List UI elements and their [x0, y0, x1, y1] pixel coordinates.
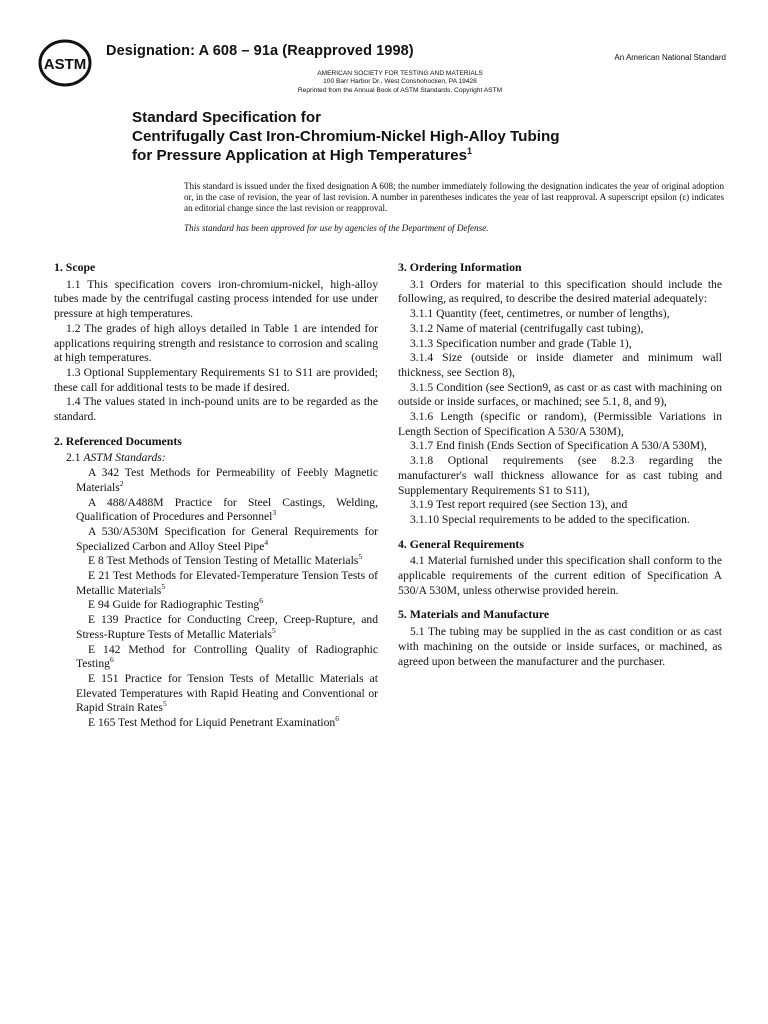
title-footnote-mark: 1: [467, 145, 473, 156]
section-heading-materials-and-manufacture: 5. Materials and Manufacture: [398, 607, 550, 622]
ordering-item: 3.1.6 Length (specific or random), (Permissible Variations in Length Section of Specification A 530/A 530M),: [398, 410, 722, 438]
ordering-item: 3.1.10 Special requirements to be added to the specification.: [410, 512, 690, 526]
american-national-standard-note: An American National Standard: [614, 53, 726, 62]
ordering-item: 3.1.7 End finish (Ends Section of Specification A 530/A 530M),: [410, 439, 707, 453]
paragraph-1-3: 1.3 Optional Supplementary Requirements S1 to S11 are provided; these call for additional tests to be made if desired.: [54, 365, 378, 394]
footnote-mark: 5: [162, 699, 167, 709]
left-column: [54, 260, 378, 731]
footnote-mark: 5: [161, 581, 166, 591]
ordering-item: 3.1.9 Test report required (see Section 13), and: [410, 498, 628, 512]
reference-item: A 488/A488M Practice for Steel Castings, Welding, Qualification of Procedures and Personnel$^3$: [76, 495, 378, 524]
ordering-item: 3.1.3 Specification number and grade (Table 1),: [410, 336, 632, 350]
ordering-item: 3.1.2 Name of material (centrifugally cast tubing),: [410, 321, 644, 335]
reference-item: E 8 Test Methods of Tension Testing of Metallic Materials$^5$: [88, 552, 363, 568]
reference-item: E 139 Practice for Conducting Creep, Creep-Rupture, and Stress-Rupture Tests of Metallic Materials$^5$: [76, 613, 378, 641]
astm-logo: [36, 38, 94, 88]
reference-item: E 21 Test Methods for Elevated-Temperature Tension Tests of Metallic Materials$^5$: [76, 569, 378, 597]
reference-item: E 151 Practice for Tension Tests of Metallic Materials at Elevated Temperatures with Rapid Heating and Conventional or Rapid Strain Rates$^5$: [76, 671, 378, 715]
footnote-mark: 2: [119, 478, 124, 488]
society-address: 100 Barr Harbor Dr., West Conshohocken, PA 19428: [323, 78, 477, 86]
paragraph-1-1: 1.1 This specification covers iron-chromium-nickel, high-alloy tubes made by the centrifugal casting process intended for use under pressure at high temperatures.: [54, 277, 378, 321]
intro-paragraph: This standard is issued under the fixed designation A 608; the number immediately following the designation indicates the year of original adoption or, in the case of revision, the year of last revision. A number in parentheses indicates the year of last reapproval. A superscript epsilon (ε) indicates an editorial change since the last revision or reapproval.: [184, 181, 724, 214]
reference-list: [54, 466, 378, 731]
footnote-mark: 3: [272, 508, 277, 518]
paragraph-3-1: 3.1 Orders for material to this specification should include the following, as required, to describe the desired material adequately:: [398, 277, 722, 306]
paragraph-1-2: 1.2 The grades of high alloys detailed in Table 1 are intended for applications requiring strength and resistance to corrosion and scaling at high temperatures.: [54, 321, 378, 365]
reference-item: E 142 Method for Controlling Quality of Radiographic Testing$^6$: [76, 642, 378, 671]
footnote-mark: 6: [259, 596, 263, 606]
society-name: AMERICAN SOCIETY FOR TESTING AND MATERIALS: [317, 70, 483, 77]
paragraph-2-1: 2.1 ASTM Standards:: [66, 451, 166, 465]
intro-note: This standard has been approved for use by agencies of the Department of Defense.: [184, 223, 489, 233]
document-title: [132, 108, 732, 165]
title-line-2: Centrifugally Cast Iron-Chromium-Nickel High-Alloy Tubing: [132, 128, 560, 145]
ordering-item: 3.1.8 Optional requirements (see 8.2.3 regarding the manufacturer's wall thickness allowance for as cast tubing and Supplementary Requirements S1 to S11),: [398, 454, 722, 497]
reference-item: A 342 Test Methods for Permeability of Feebly Magnetic Materials$^2$: [76, 466, 378, 494]
title-line-3: for Pressure Application at High Temperatures$^1$: [132, 145, 473, 164]
reprint-note: Reprinted from the Annual Book of ASTM Standards. Copyright ASTM: [297, 86, 503, 94]
section-heading-ordering-information: 3. Ordering Information: [398, 260, 522, 274]
right-column: [398, 260, 722, 669]
footnote-mark: 4: [264, 537, 269, 547]
ordering-item: 3.1.1 Quantity (feet, centimetres, or number of lengths),: [410, 307, 670, 321]
reference-item: A 530/A530M Specification for General Requirements for Specialized Carbon and Alloy Steel Pipe$^4$: [76, 524, 378, 553]
ordering-item: 3.1.5 Condition (see Section9, as cast or as cast with machining on outside or inside surfaces, or machined; see 5.1, 8, and 9),: [398, 380, 722, 409]
paragraph-5-1: 5.1 The tubing may be supplied in the as cast condition or as cast with machining on the outside or inside surfaces, or machined, as agreed upon between the manufacturer and the purchaser.: [398, 625, 722, 668]
section-heading-general-requirements: 4. General Requirements: [398, 536, 524, 551]
title-line-1: Standard Specification for: [132, 109, 322, 126]
logo-text: ASTM: [43, 56, 87, 73]
reference-item: E 94 Guide for Radiographic Testing$^6$: [88, 596, 263, 612]
society-block: [270, 70, 530, 95]
reference-item: E 165 Test Method for Liquid Penetrant Examination$^6$: [88, 714, 339, 730]
footnote-mark: 5: [272, 626, 276, 636]
section-heading-referenced-documents: 2. Referenced Documents: [54, 433, 182, 448]
footnote-mark: 6: [335, 714, 339, 724]
ordering-item-list: [398, 307, 722, 528]
footnote-mark: 5: [358, 552, 363, 562]
designation: Designation: A 608 – 91a (Reapproved 1998): [106, 43, 414, 59]
section-heading-scope: 1. Scope: [54, 260, 96, 274]
paragraph-4-1: 4.1 Material furnished under this specification shall conform to the applicable requirements of the current edition of Specification A 530/A 530M, unless otherwise provided herein.: [398, 554, 722, 597]
ordering-item: 3.1.4 Size (outside or inside diameter and minimum wall thickness, see Section 8),: [398, 351, 722, 379]
paragraph-1-4: 1.4 The values stated in inch-pound units are to be regarded as the standard.: [54, 395, 378, 424]
footnote-mark: 6: [109, 655, 114, 665]
